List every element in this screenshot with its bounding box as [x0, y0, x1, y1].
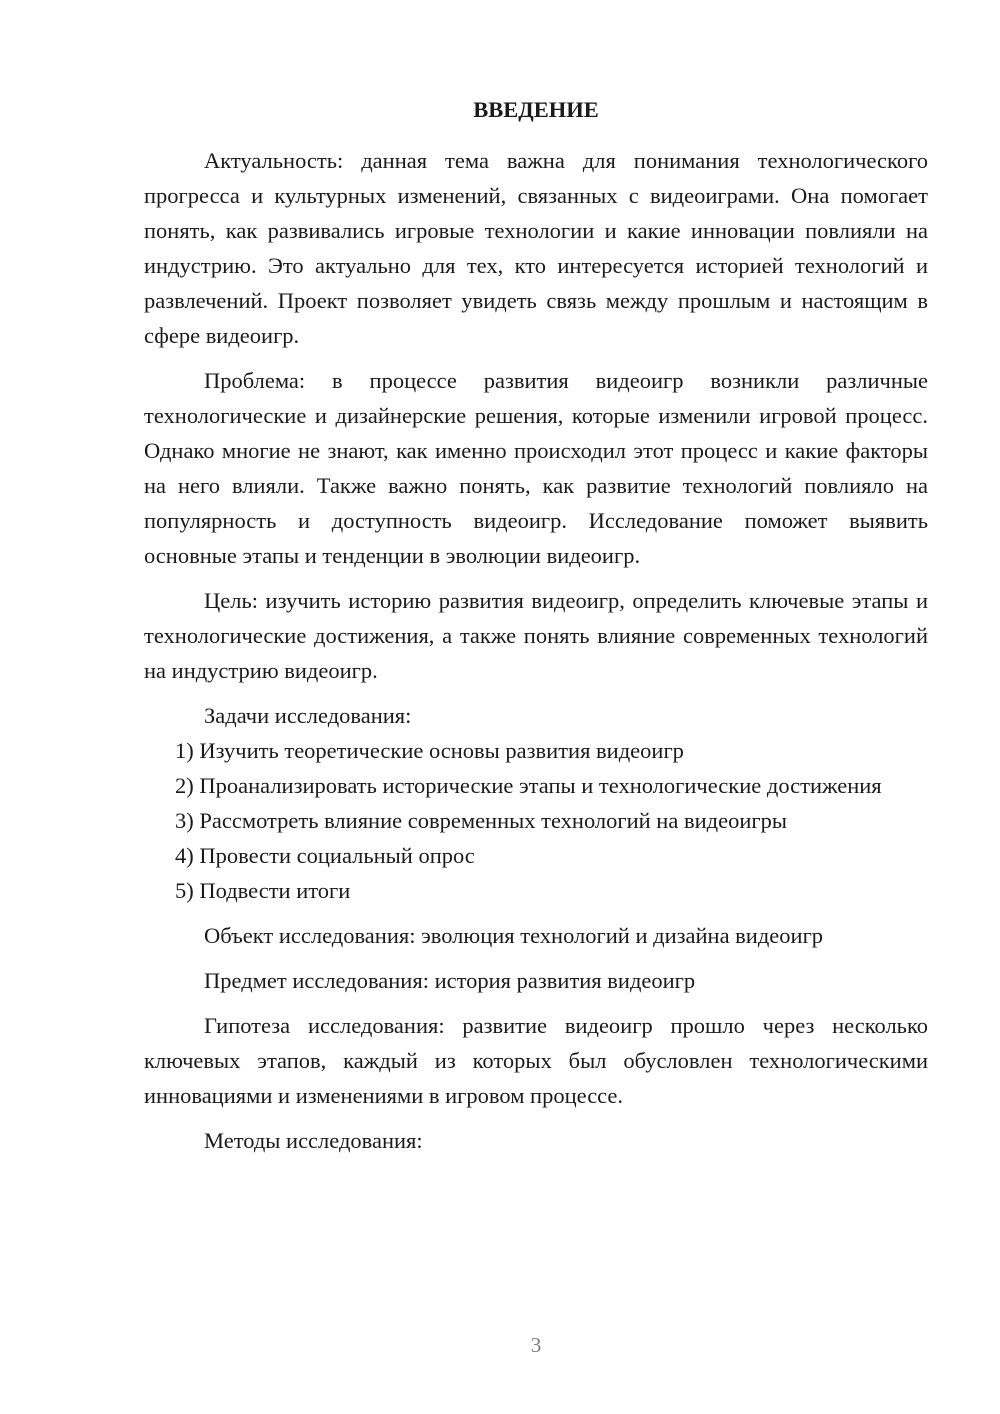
task-item-2: 2) Проанализировать исторические этапы и технологические достижения [175, 773, 882, 798]
goal-paragraph: Цель: изучить историю развития видеоигр, определить ключевые этапы и технологические достижения, а также понять влияние современных технологий на индустрию видеоигр. [144, 588, 928, 683]
task-item-5: 5) Подвести итоги [175, 878, 351, 903]
task-item-1: 1) Изучить теоретические основы развития видеоигр [175, 738, 684, 763]
relevance-paragraph: Актуальность: данная тема важна для понимания технологического прогресса и культурных изменений, связанных с видеоиграми. Она помогает понять, как развивались игровые технологии и какие инновации повлияли на индустрию. Это актуально для тех, кто интересуется историей технологий и развлечений. Проект позволяет увидеть связь между прошлым и настоящим в сфере видеоигр. [144, 148, 928, 348]
tasks-heading: Задачи исследования: [204, 703, 412, 728]
research-object: Объект исследования: эволюция технологий и дизайна видеоигр [204, 923, 824, 948]
problem-paragraph: Проблема: в процессе развития видеоигр возникли различные технологические и дизайнерские решения, которые изменили игровой процесс. Однако многие не знают, как именно происходил этот процесс и какие факторы на него влияли. Также важно понять, как развитие технологий повлияло на популярность и доступность видеоигр. Исследование поможет выявить основные этапы и тенденции в эволюции видеоигр. [144, 368, 928, 568]
page-number: 3 [530, 1333, 542, 1357]
research-subject: Предмет исследования: история развития видеоигр [204, 968, 696, 993]
document-body [144, 92, 928, 1158]
research-methods-heading: Методы исследования: [204, 1128, 423, 1153]
task-item-3: 3) Рассмотреть влияние современных технологий на видеоигры [175, 808, 787, 833]
research-hypothesis: Гипотеза исследования: развитие видеоигр прошло через несколько ключевых этапов, каждый из которых был обусловлен технологическими инновациями и изменениями в игровом процессе. [144, 1013, 928, 1108]
task-item-4: 4) Провести социальный опрос [175, 843, 475, 868]
section-title: ВВЕДЕНИЕ [473, 97, 599, 122]
